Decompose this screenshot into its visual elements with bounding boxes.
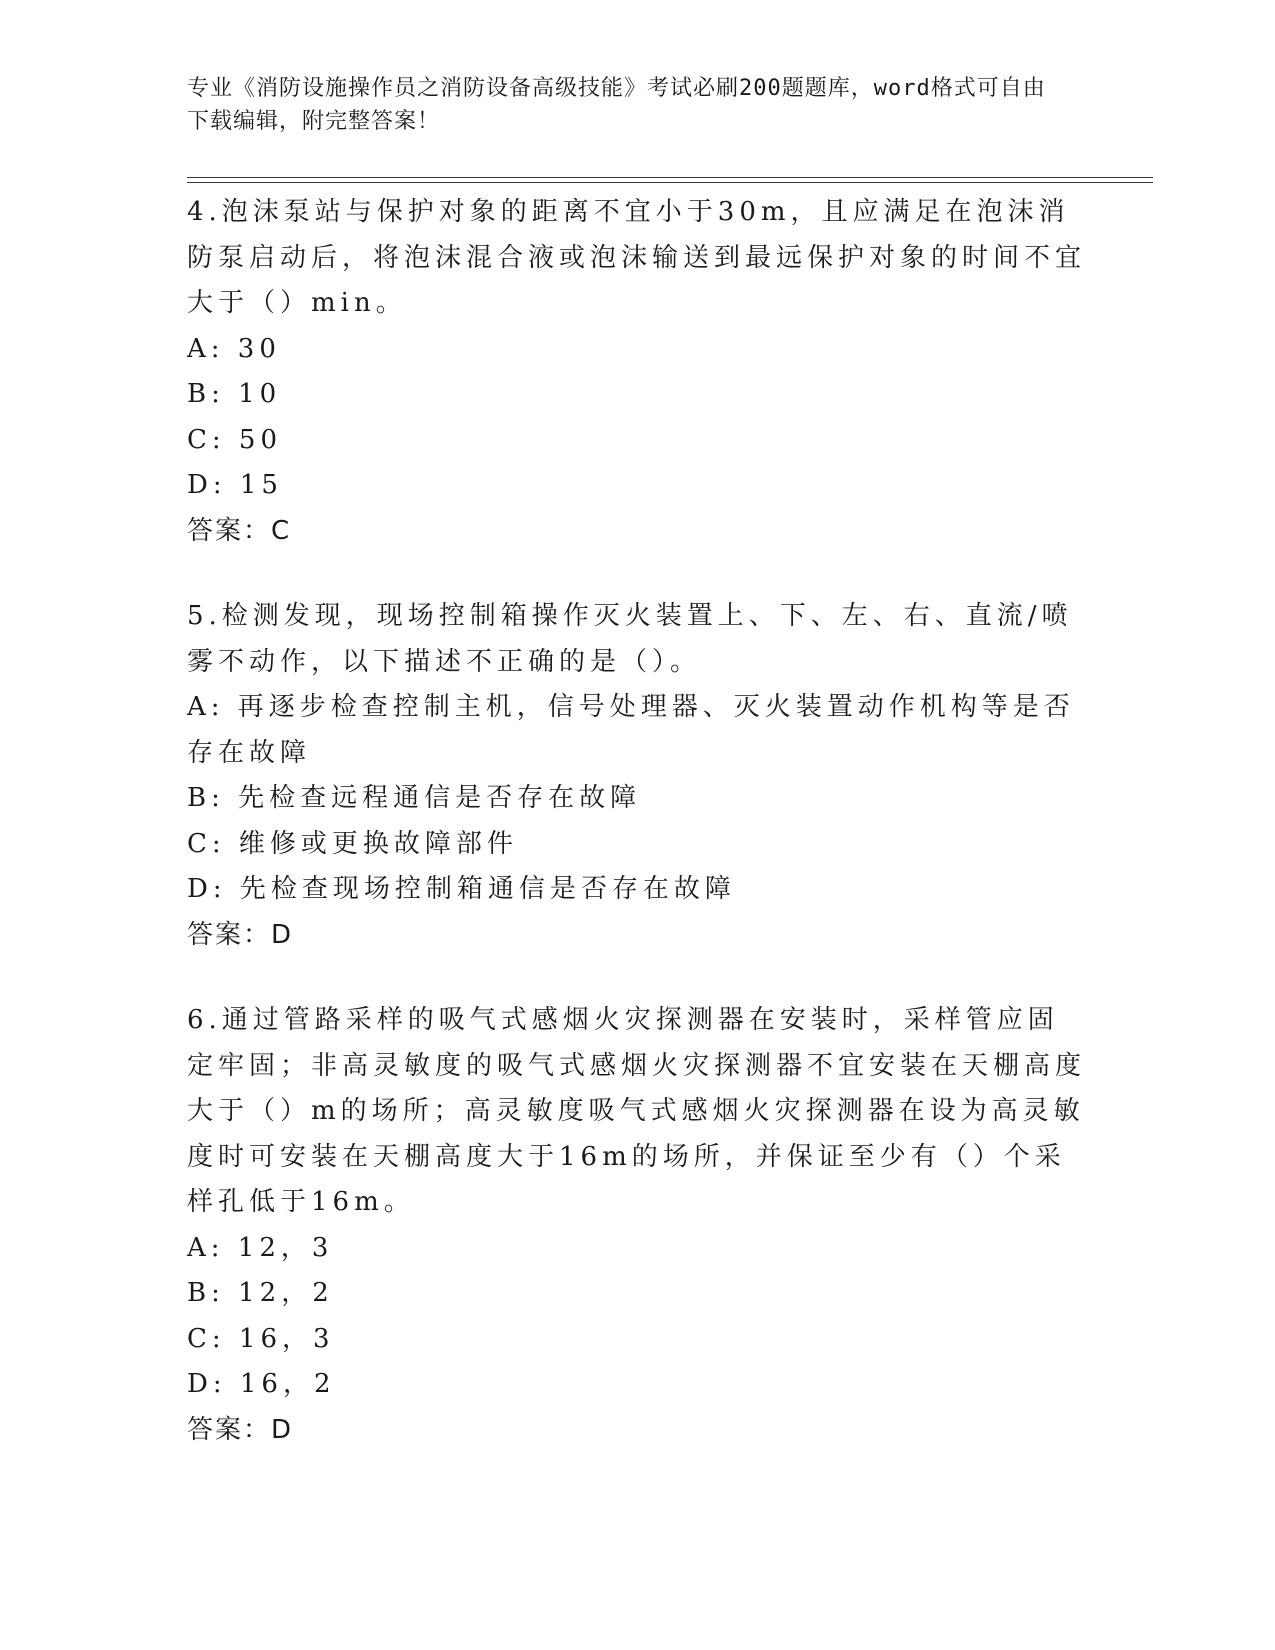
answer-line: 答案：C <box>187 515 292 546</box>
option-c: C: 维修或更换故障部件 <box>187 828 518 859</box>
option-b: B: 12，2 <box>187 1278 334 1308</box>
option-d: D: 先检查现场控制箱通信是否存在故障 <box>187 874 736 904</box>
option-a: A: 再逐步检查控制主机，信号处理器、灭火装置动作机构等是否存在故障 <box>187 692 1075 768</box>
answer-line: 答案：D <box>187 919 294 950</box>
option-d: D: 16，2 <box>187 1369 336 1399</box>
question-text: 4.泡沫泵站与保护对象的距离不宜小于30m，且应满足在泡沫消防泵启动后，将泡沫混合液或泡沫输送到最远保护对象的时间不宜大于（）min。 <box>187 197 1087 318</box>
question-text: 6.通过管路采样的吸气式感烟火灾探测器在安装时，采样管应固定牢固；非高灵敏度的吸气式感烟火灾探测器不宜安装在天棚高度大于（）m的场所；高灵敏度吸气式感烟火灾探测器在设为高灵敏度时可安装在天棚高度大于16m的场所，并保证至少有（）个采样孔低于16m。 <box>187 1005 1087 1217</box>
option-c: C: 50 <box>187 424 283 455</box>
document-header: 专业《消防设施操作员之消防设备高级技能》考试必刷200题题库，word格式可自由下载编辑，附完整答案！ <box>187 76 1046 134</box>
option-a: A: 12，3 <box>187 1232 334 1263</box>
question-5 <box>187 594 1087 958</box>
option-b: B: 10 <box>187 379 282 409</box>
option-d: D: 15 <box>187 470 283 500</box>
question-4 <box>187 190 1087 554</box>
option-c: C: 16，3 <box>187 1323 335 1354</box>
header-divider-top <box>187 177 1153 178</box>
option-b: B: 先检查远程通信是否存在故障 <box>187 783 642 813</box>
option-a: A: 30 <box>187 333 281 364</box>
question-list <box>187 190 1087 1493</box>
question-text: 5.检测发现，现场控制箱操作灭火装置上、下、左、右、直流/喷雾不动作，以下描述不正确的是（）。 <box>187 601 1073 677</box>
header-divider-bottom <box>187 182 1153 183</box>
answer-line: 答案：D <box>187 1414 294 1445</box>
question-6 <box>187 998 1087 1453</box>
